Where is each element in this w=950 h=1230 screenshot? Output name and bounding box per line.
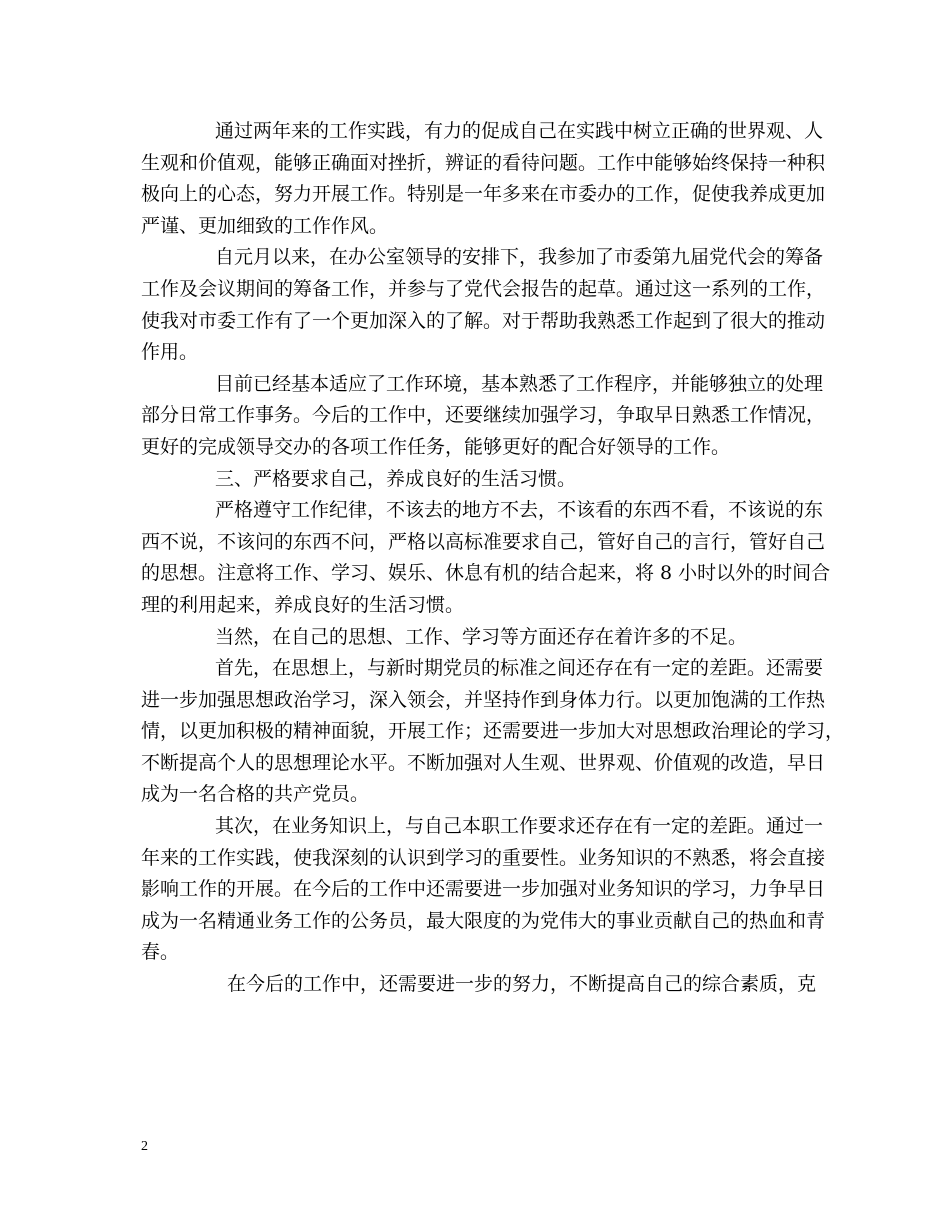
paragraph-shortcomings bbox=[141, 622, 831, 654]
paragraph-first-ideology bbox=[141, 653, 845, 811]
text-line: 工作及会议期间的筹备工作，并参与了党代会报告的起草。通过这一系列的工作， bbox=[141, 277, 826, 300]
text-line: 严谨、更加细致的工作作风。 bbox=[141, 214, 389, 237]
text-line: 成为一名精通业务工作的公务员，最大限度的为党伟大的事业贡献自己的热血和青 bbox=[141, 909, 826, 932]
document-body bbox=[141, 116, 845, 1001]
text-line: 三、严格要求自己，养成良好的生活习惯。 bbox=[215, 467, 577, 490]
text-line: 更好的完成领导交办的各项工作任务，能够更好的配合好领导的工作。 bbox=[141, 435, 731, 458]
page-number: 2 bbox=[141, 1139, 148, 1154]
text-line: 极向上的心态，努力开展工作。特别是一年多来在市委办的工作，促使我养成更加 bbox=[141, 183, 826, 206]
text-line: 不断提高个人的思想理论水平。不断加强对人生观、世界观、价值观的改造，早日 bbox=[141, 751, 826, 774]
text-line: 的思想。注意将工作、学习、娱乐、休息有机的结合起来，将 8 小时以外的时间合 bbox=[141, 562, 831, 585]
text-line: 首先，在思想上，与新时期党员的标准之间还存在有一定的差距。还需要 bbox=[215, 657, 824, 680]
text-line: 严格遵守工作纪律，不该去的地方不去，不该看的东西不看，不该说的东 bbox=[215, 499, 824, 522]
text-line: 目前已经基本适应了工作环境，基本熟悉了工作程序，并能够独立的处理 bbox=[215, 372, 824, 395]
text-line: 在今后的工作中，还需要进一步的努力，不断提高自己的综合素质，克 bbox=[227, 973, 817, 996]
text-line: 使我对市委工作有了一个更加深入的了解。对于帮助我熟悉工作起到了很大的推动 bbox=[141, 309, 826, 332]
paragraph-future-effort bbox=[141, 969, 831, 1001]
text-line: 影响工作的开展。在今后的工作中还需要进一步加强对业务知识的学习，力争早日 bbox=[141, 878, 826, 901]
section-heading-three bbox=[141, 464, 831, 496]
text-line: 理的利用起来，养成良好的生活习惯。 bbox=[141, 593, 465, 616]
text-line: 成为一名合格的共产党员。 bbox=[141, 783, 370, 806]
text-line: 生观和价值观，能够正确面对挫折，辨证的看待问题。工作中能够始终保持一种积 bbox=[141, 151, 826, 174]
paragraph-party-congress bbox=[141, 242, 831, 368]
text-line: 自元月以来，在办公室领导的安排下，我参加了市委第九届党代会的筹备 bbox=[215, 246, 824, 269]
paragraph-work-practice bbox=[141, 116, 831, 242]
paragraph-work-discipline bbox=[141, 495, 831, 621]
text-line: 春。 bbox=[141, 941, 180, 964]
paragraph-adapted-environment bbox=[141, 369, 831, 464]
text-line: 情，以更加积极的精神面貌，开展工作；还需要进一步加大对思想政治理论的学习， bbox=[141, 720, 845, 743]
text-line: 通过两年来的工作实践，有力的促成自己在实践中树立正确的世界观、人 bbox=[215, 120, 824, 142]
text-line: 部分日常工作事务。今后的工作中，还要继续加强学习，争取早日熟悉工作情况， bbox=[141, 404, 826, 427]
text-line: 当然，在自己的思想、工作、学习等方面还存在着许多的不足。 bbox=[215, 625, 748, 648]
text-line: 年来的工作实践，使我深刻的认识到学习的重要性。业务知识的不熟悉，将会直接 bbox=[141, 846, 826, 869]
paragraph-second-business-knowledge bbox=[141, 811, 831, 969]
text-line: 其次，在业务知识上，与自己本职工作要求还存在有一定的差距。通过一 bbox=[215, 815, 824, 838]
text-line: 作用。 bbox=[141, 341, 199, 364]
text-line: 进一步加强思想政治学习，深入领会，并坚持作到身体力行。以更加饱满的工作热 bbox=[141, 688, 826, 711]
text-line: 西不说，不该问的东西不问，严格以高标准要求自己，管好自己的言行，管好自己 bbox=[141, 530, 826, 553]
